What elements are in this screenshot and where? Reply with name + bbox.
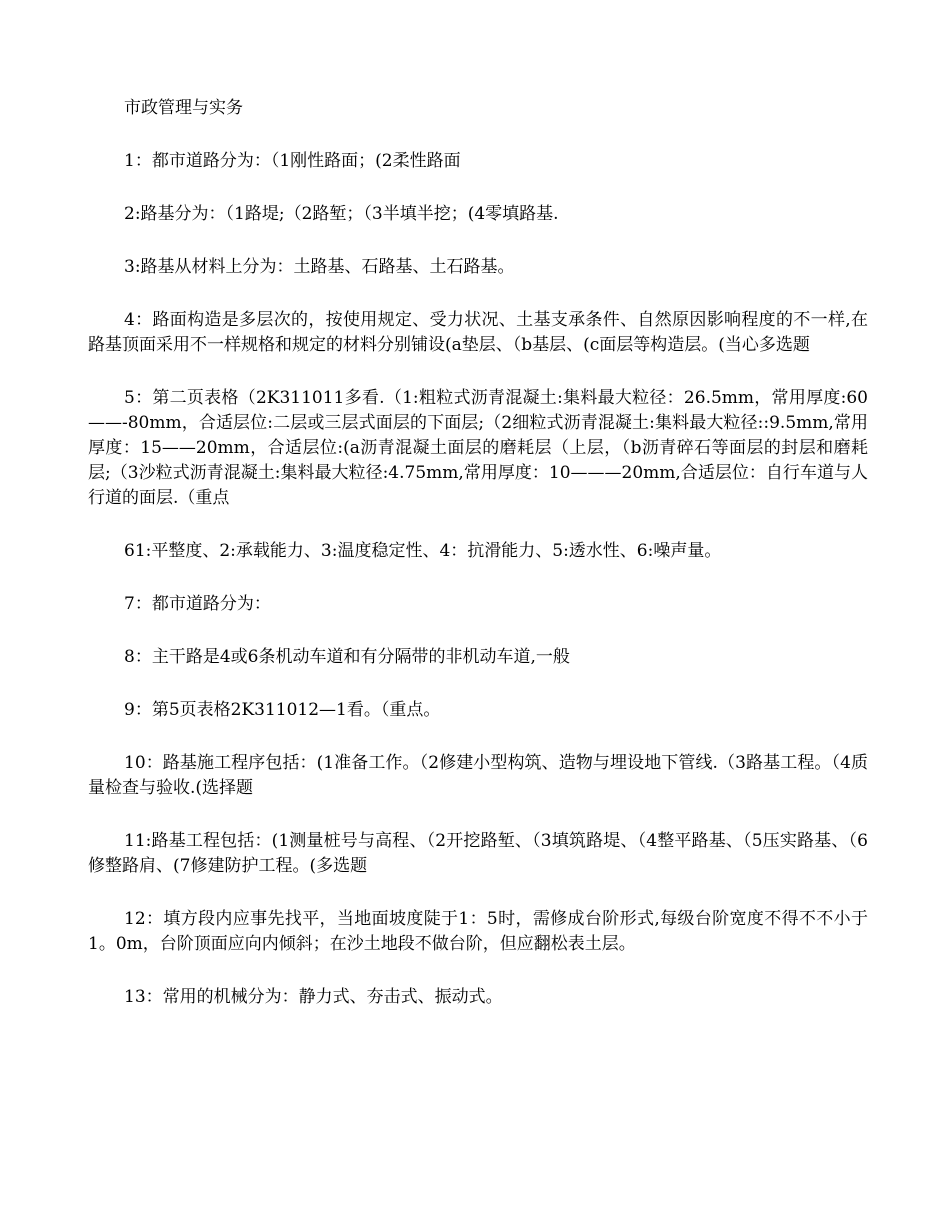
paragraph-5: 5：第二页表格（2K311011多看.（1:粗粒式沥青混凝土:集料最大粒径：26.5mm，常用厚度:60——-80mm，合适层位:二层或三层式面层的下面层;（2细粒式沥青混凝土:集料最大粒径::9.5mm,常用厚度：15——20mm，合适层位:(a沥青混凝土面层的磨耗层（上层，（b沥青碎石等面层的封层和磨耗层;（3沙粒式沥青混凝土:集料最大粒径:4.75mm,常用厚度：10———20mm,合适层位：自行车道与人行道的面层.（重点 (88, 388, 868, 508)
paragraph-8: 8：主干路是4或6条机动车道和有分隔带的非机动车道,一般 (124, 647, 570, 667)
paragraph-7: 7：都市道路分为： (124, 594, 271, 614)
paragraph-1: 1：都市道路分为：（1刚性路面；(2柔性路面 (124, 151, 461, 171)
paragraph-11: 11:路基工程包括：(1测量桩号与高程、（2开挖路堑、（3填筑路堤、（4整平路基、（5压实路基、（6修整路肩、(7修建防护工程。(多选题 (88, 831, 868, 876)
document-body (88, 96, 868, 1038)
paragraph-6: 61:平整度、2:承载能力、3:温度稳定性、4：抗滑能力、5:透水性、6:噪声量。 (124, 541, 722, 561)
paragraph-3: 3:路基从材料上分为：土路基、石路基、土石路基。 (124, 257, 515, 277)
paragraph-9: 9：第5页表格2K311012—1看。（重点。 (124, 700, 441, 720)
paragraph-12: 12：填方段内应事先找平，当地面坡度陡于1：5时，需修成台阶形式,每级台阶宽度不得不不小于1。0m，台阶顶面应向内倾斜；在沙土地段不做台阶，但应翻松表土层。 (88, 909, 868, 954)
paragraph-4: 4：路面构造是多层次的，按使用规定、受力状况、土基支承条件、自然原因影响程度的不一样,在路基顶面采用不一样规格和规定的材料分别铺设(a垫层、（b基层、(c面层等构造层。(当心多选题 (88, 310, 868, 355)
paragraph-13: 13：常用的机械分为：静力式、夯击式、振动式。 (124, 987, 503, 1007)
paragraph-10: 10：路基施工程序包括：(1准备工作。（2修建小型构筑、造物与埋设地下管线.（3路基工程。（4质量检查与验收.(选择题 (88, 753, 868, 798)
document-title: 市政管理与实务 (124, 98, 243, 118)
paragraph-2: 2:路基分为：（1路堤;（2路堑；（3半填半挖；(4零填路基. (124, 204, 559, 224)
